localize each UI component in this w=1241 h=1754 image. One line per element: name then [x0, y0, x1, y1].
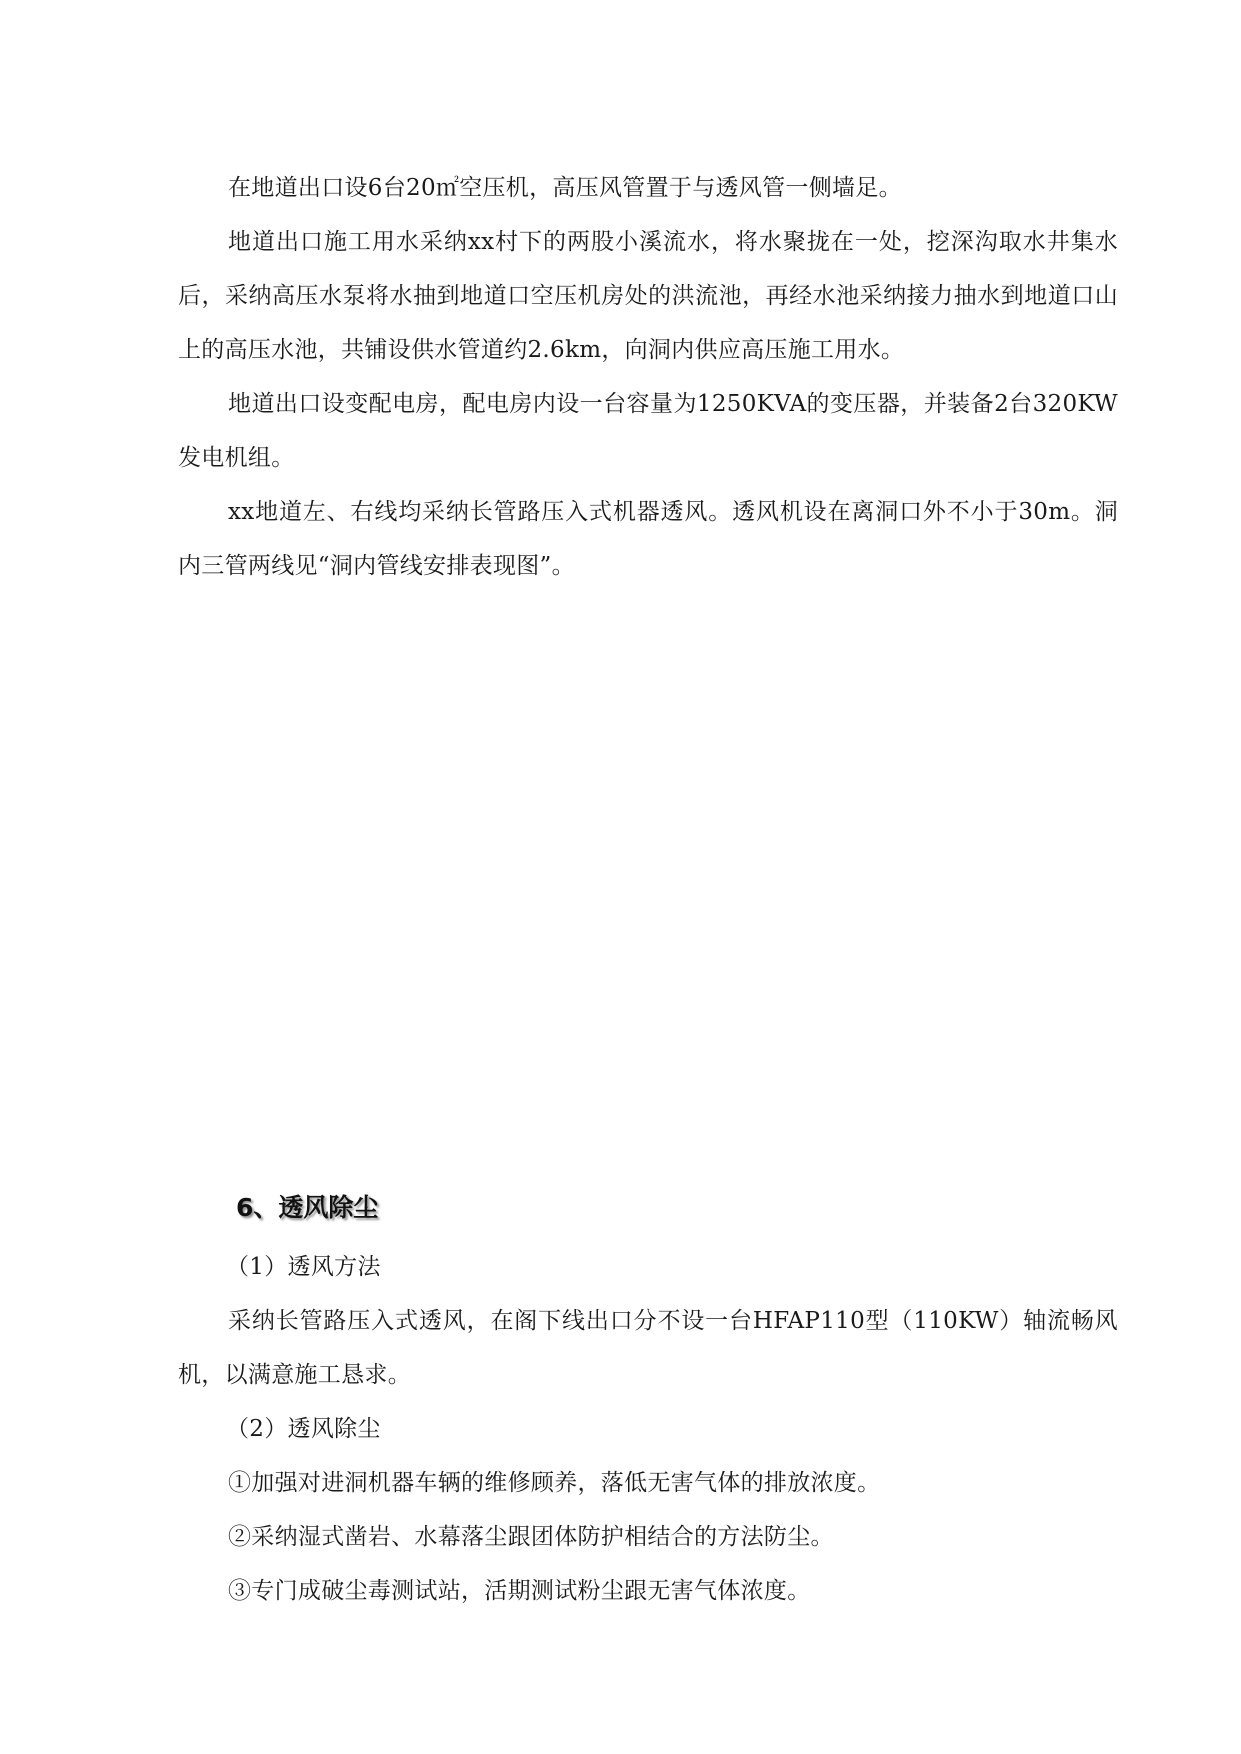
list-item: ③专门成破尘毒测试站，活期测试粉尘跟无害气体浓度。 [228, 1578, 811, 1604]
subheading-ventilation-dust-removal: （2）透风除尘 [226, 1416, 381, 1442]
paragraph-air-compressor: 在地道出口设6台20㎡空压机，高压风管置于与透风管一侧墙足。 [228, 175, 902, 201]
list-item: ②采纳湿式凿岩、水幕落尘跟团体防护相结合的方法防尘。 [228, 1524, 834, 1550]
section-heading-ventilation-dust: 6、透风除尘 [236, 1193, 379, 1222]
paragraph-water-supply: 地道出口施工用水采纳xx村下的两股小溪流水，将水聚拢在一处，挖深沟取水井集水后，采纳高压水泵将水抽到地道口空压机房处的洪流池，再经水池采纳接力抽水到地道口山上的高压水池，共铺设供水管道约2.6km，向洞内供应高压施工用水。 [178, 229, 1118, 363]
subheading-ventilation-method: （1）透风方法 [226, 1254, 381, 1280]
paragraph-ventilation-setup: xx地道左、右线均采纳长管路压入式机器透风。透风机设在离洞口外不小于30m。洞内三管两线见“洞内管线安排表现图”。 [178, 499, 1118, 579]
paragraph-ventilation-method: 采纳长管路压入式透风，在阁下线出口分不设一台HFAP110型（110KW）轴流畅风机，以满意施工恳求。 [178, 1308, 1118, 1388]
paragraph-power-supply: 地道出口设变配电房，配电房内设一台容量为1250KVA的变压器，并装备2台320KW发电机组。 [178, 391, 1118, 471]
list-item: ①加强对进洞机器车辆的维修顾养，落低无害气体的排放浓度。 [228, 1470, 881, 1496]
